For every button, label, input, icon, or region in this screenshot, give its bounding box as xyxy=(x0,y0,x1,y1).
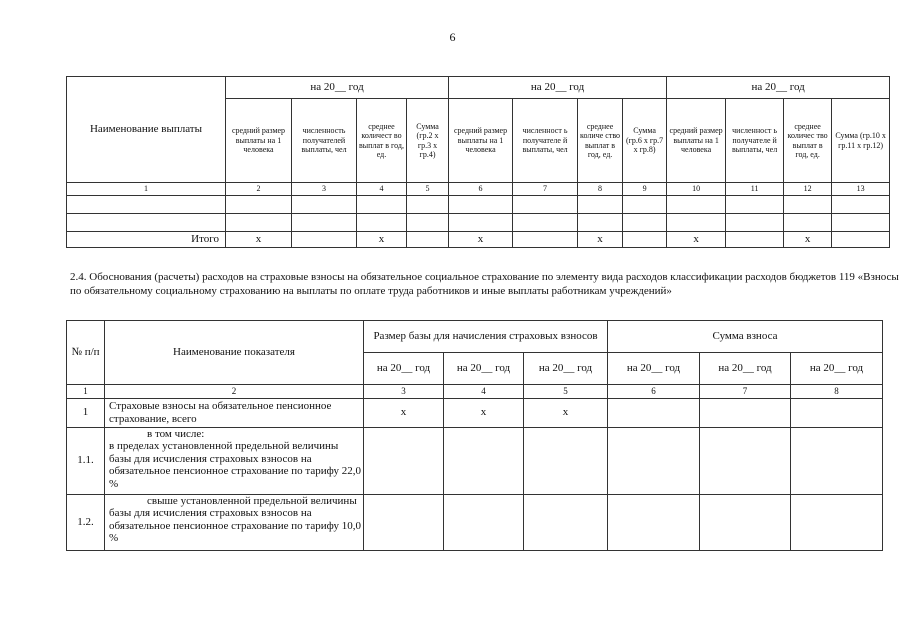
empty-row xyxy=(67,196,890,214)
column-subheader: средний размер выплаты на 1 человека xyxy=(226,99,292,183)
total-cell: x xyxy=(784,232,832,248)
indicator-name-header: Наименование показателя xyxy=(105,321,364,385)
total-cell: x xyxy=(667,232,726,248)
year-header: на 20__ год xyxy=(444,353,524,385)
value-cell xyxy=(364,427,444,494)
column-subheader: средний размер выплаты на 1 человека xyxy=(449,99,513,183)
column-subheader: численность получателей выплаты, чел xyxy=(292,99,357,183)
empty-row xyxy=(67,214,890,232)
total-cell xyxy=(726,232,784,248)
year-header: на 20__ год xyxy=(608,353,700,385)
column-number: 4 xyxy=(357,183,407,196)
indicator-name xyxy=(105,494,364,550)
value-cell xyxy=(700,494,791,550)
row-number: 1.1. xyxy=(67,427,105,494)
value-cell xyxy=(791,494,883,550)
total-cell xyxy=(623,232,667,248)
total-cell: x xyxy=(449,232,513,248)
value-cell: x xyxy=(364,398,444,427)
row-number: 1.2. xyxy=(67,494,105,550)
indicator-name xyxy=(105,427,364,494)
column-subheader: Сумма (гр.6 х гр.7 х гр.8) xyxy=(623,99,667,183)
column-subheader: численност ь получателе й выплаты, чел xyxy=(726,99,784,183)
total-cell: x xyxy=(357,232,407,248)
value-cell xyxy=(791,398,883,427)
value-cell xyxy=(364,494,444,550)
year-header: на 20__ год xyxy=(791,353,883,385)
total-cell xyxy=(832,232,890,248)
total-row xyxy=(67,232,890,248)
column-number: 10 xyxy=(667,183,726,196)
row-number-header: № п/п xyxy=(67,321,105,385)
value-cell xyxy=(700,427,791,494)
indicator-name-text: в пределах установленной предельной величины базы для исчисления страховых взносов на обязательное пенсионное страхование по тарифу 22,0 % xyxy=(109,440,361,490)
section-heading: 2.4. Обоснования (расчеты) расходов на страховые взносы на обязательное социальное страхование по элементу вида расходов классификации расходов бюджетов 119 «Взносы по обязательному социальному страхованию на выплаты по оплате труда работников и иные выплаты работникам учреждений» xyxy=(70,271,899,297)
total-cell xyxy=(407,232,449,248)
payments-table xyxy=(66,76,890,248)
column-subheader: среднее количе ство выплат в год, ед. xyxy=(578,99,623,183)
indicator-name: Страховые взносы на обязательное пенсионное страхование, всего xyxy=(105,398,364,427)
column-number: 5 xyxy=(407,183,449,196)
table-row xyxy=(67,398,883,427)
total-cell: x xyxy=(578,232,623,248)
value-cell xyxy=(608,398,700,427)
column-subheader: численност ь получателе й выплаты, чел xyxy=(513,99,578,183)
year-group-header: на 20__ год xyxy=(667,77,890,99)
year-header: на 20__ год xyxy=(700,353,791,385)
column-number: 7 xyxy=(700,385,791,399)
column-number: 8 xyxy=(791,385,883,399)
base-size-header: Размер базы для начисления страховых взносов xyxy=(364,321,608,353)
value-cell xyxy=(524,494,608,550)
column-number: 3 xyxy=(364,385,444,399)
column-number: 2 xyxy=(226,183,292,196)
column-number: 4 xyxy=(444,385,524,399)
indicator-name-prefix: в том числе: xyxy=(147,427,205,440)
column-number: 6 xyxy=(449,183,513,196)
year-group-header: на 20__ год xyxy=(226,77,449,99)
page-number: 6 xyxy=(449,30,456,44)
year-header: на 20__ год xyxy=(524,353,608,385)
total-cell xyxy=(513,232,578,248)
insurance-contributions-table xyxy=(66,320,883,551)
year-header: на 20__ год xyxy=(364,353,444,385)
column-number: 6 xyxy=(608,385,700,399)
column-number: 1 xyxy=(67,183,226,196)
value-cell: x xyxy=(524,398,608,427)
table-row xyxy=(67,494,883,550)
total-cell xyxy=(292,232,357,248)
row-number: 1 xyxy=(67,398,105,427)
column-number: 9 xyxy=(623,183,667,196)
value-cell xyxy=(700,398,791,427)
column-number: 11 xyxy=(726,183,784,196)
column-subheader: Сумма (гр.2 х гр.3 х гр.4) xyxy=(407,99,449,183)
payment-name-header: Наименование выплаты xyxy=(67,77,226,183)
table-row xyxy=(67,427,883,494)
column-subheader: средний размер выплаты на 1 человека xyxy=(667,99,726,183)
value-cell xyxy=(608,427,700,494)
column-number: 7 xyxy=(513,183,578,196)
column-number: 1 xyxy=(67,385,105,399)
column-subheader: среднее количес тво выплат в год, ед. xyxy=(784,99,832,183)
year-group-header: на 20__ год xyxy=(449,77,667,99)
total-label: Итого xyxy=(67,232,226,248)
column-subheader: Сумма (гр.10 х гр.11 х гр.12) xyxy=(832,99,890,183)
value-cell xyxy=(444,494,524,550)
value-cell xyxy=(608,494,700,550)
value-cell xyxy=(444,427,524,494)
column-number: 12 xyxy=(784,183,832,196)
contribution-sum-header: Сумма взноса xyxy=(608,321,883,353)
value-cell: x xyxy=(444,398,524,427)
value-cell xyxy=(524,427,608,494)
column-number: 13 xyxy=(832,183,890,196)
column-number: 8 xyxy=(578,183,623,196)
column-number: 3 xyxy=(292,183,357,196)
column-subheader: среднее количест во выплат в год, ед. xyxy=(357,99,407,183)
total-cell: x xyxy=(226,232,292,248)
value-cell xyxy=(791,427,883,494)
column-number: 2 xyxy=(105,385,364,399)
column-number: 5 xyxy=(524,385,608,399)
indicator-name-text: свыше установленной предельной величины базы для исчисления страховых взносов на обязательное пенсионное страхование по тарифу 10,0 % xyxy=(109,494,361,544)
